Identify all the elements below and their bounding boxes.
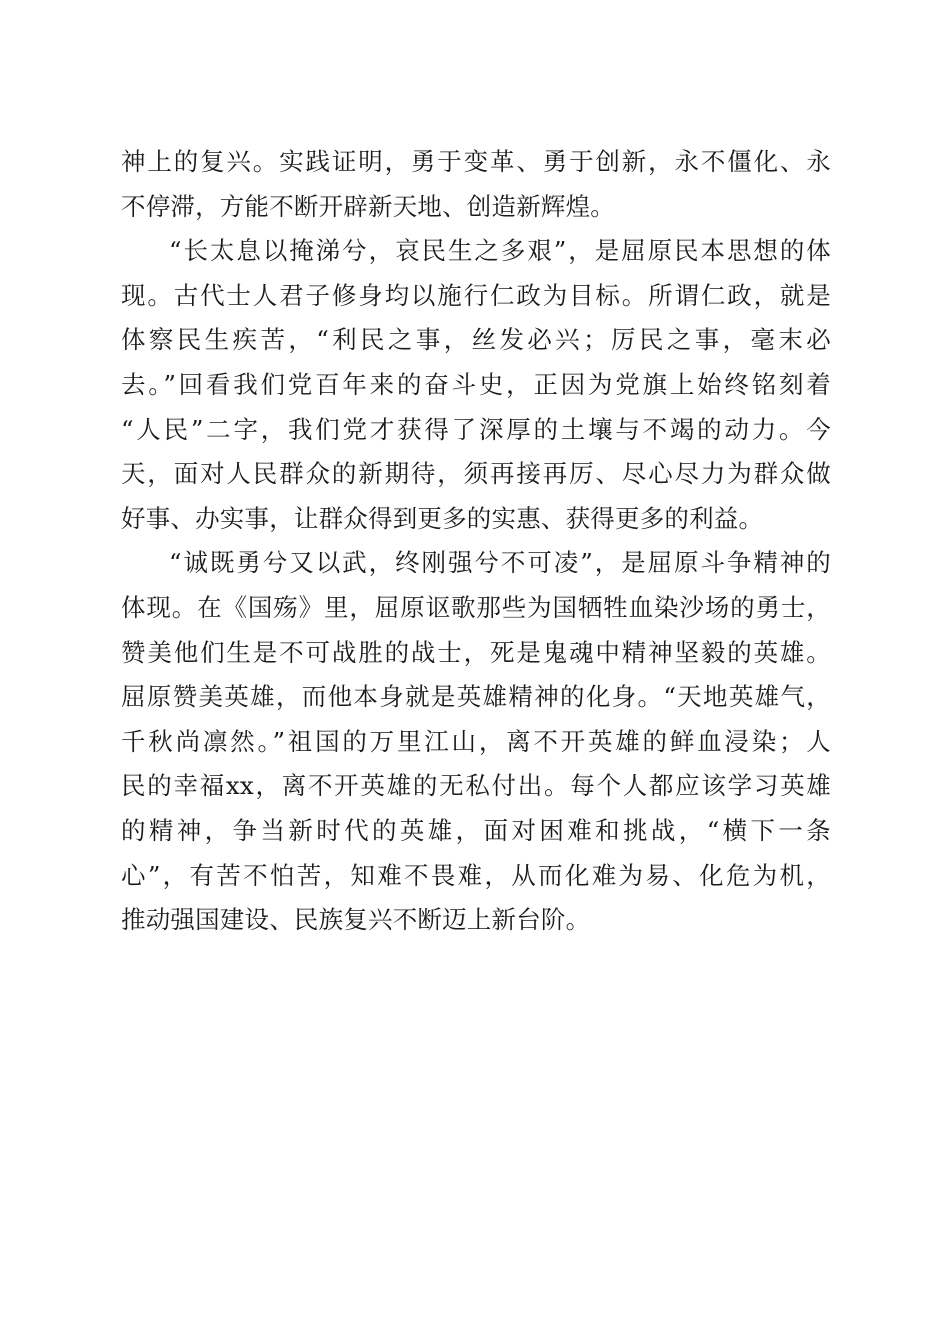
text-line: “长太息以掩涕兮，哀民生之多艰”，是屈原民本思想的体 bbox=[169, 236, 831, 266]
text-line: “诚既勇兮又以武，终刚强兮不可凌”，是屈原斗争精神的 bbox=[169, 548, 831, 578]
text-line: 体察民生疾苦，“利民之事，丝发必兴；厉民之事，毫末必 bbox=[121, 325, 831, 355]
text-line: 体现。在《国殇》里，屈原讴歌那些为国牺牲血染沙场的勇士， bbox=[121, 592, 831, 622]
text-line: “人民”二字，我们党才获得了深厚的土壤与不竭的动力。今 bbox=[121, 414, 831, 444]
paragraph-2 bbox=[121, 229, 831, 541]
paragraph-3 bbox=[121, 541, 831, 942]
text-line: 天，面对人民群众的新期待，须再接再厉、尽心尽力为群众做 bbox=[121, 459, 831, 489]
text-line: 民的幸福xx，离不开英雄的无私付出。每个人都应该学习英雄 bbox=[121, 771, 831, 801]
text-line: 去。”回看我们党百年来的奋斗史，正因为党旗上始终铭刻着 bbox=[121, 369, 831, 399]
document-body bbox=[121, 140, 831, 943]
text-line: 屈原赞美英雄，而他本身就是英雄精神的化身。“天地英雄气， bbox=[121, 682, 831, 712]
text-line: 心”，有苦不怕苦，知难不畏难，从而化难为易、化危为机， bbox=[121, 860, 831, 890]
text-line: 的精神，争当新时代的英雄，面对困难和挑战，“横下一条 bbox=[121, 815, 831, 845]
text-line: 千秋尚凛然。”祖国的万里江山，离不开英雄的鲜血浸染；人 bbox=[121, 726, 831, 756]
text-line: 现。古代士人君子修身均以施行仁政为目标。所谓仁政，就是 bbox=[121, 280, 831, 310]
text-line: 推动强国建设、民族复兴不断迈上新台阶。 bbox=[121, 905, 591, 935]
paragraph-1 bbox=[121, 140, 831, 229]
text-line: 好事、办实事，让群众得到更多的实惠、获得更多的利益。 bbox=[121, 503, 764, 533]
text-line: 神上的复兴。实践证明，勇于变革、勇于创新，永不僵化、永 bbox=[121, 147, 831, 176]
text-line: 不停滞，方能不断开辟新天地、创造新辉煌。 bbox=[121, 191, 615, 221]
text-line: 赞美他们生是不可战胜的战士，死是鬼魂中精神坚毅的英雄。 bbox=[121, 637, 831, 667]
